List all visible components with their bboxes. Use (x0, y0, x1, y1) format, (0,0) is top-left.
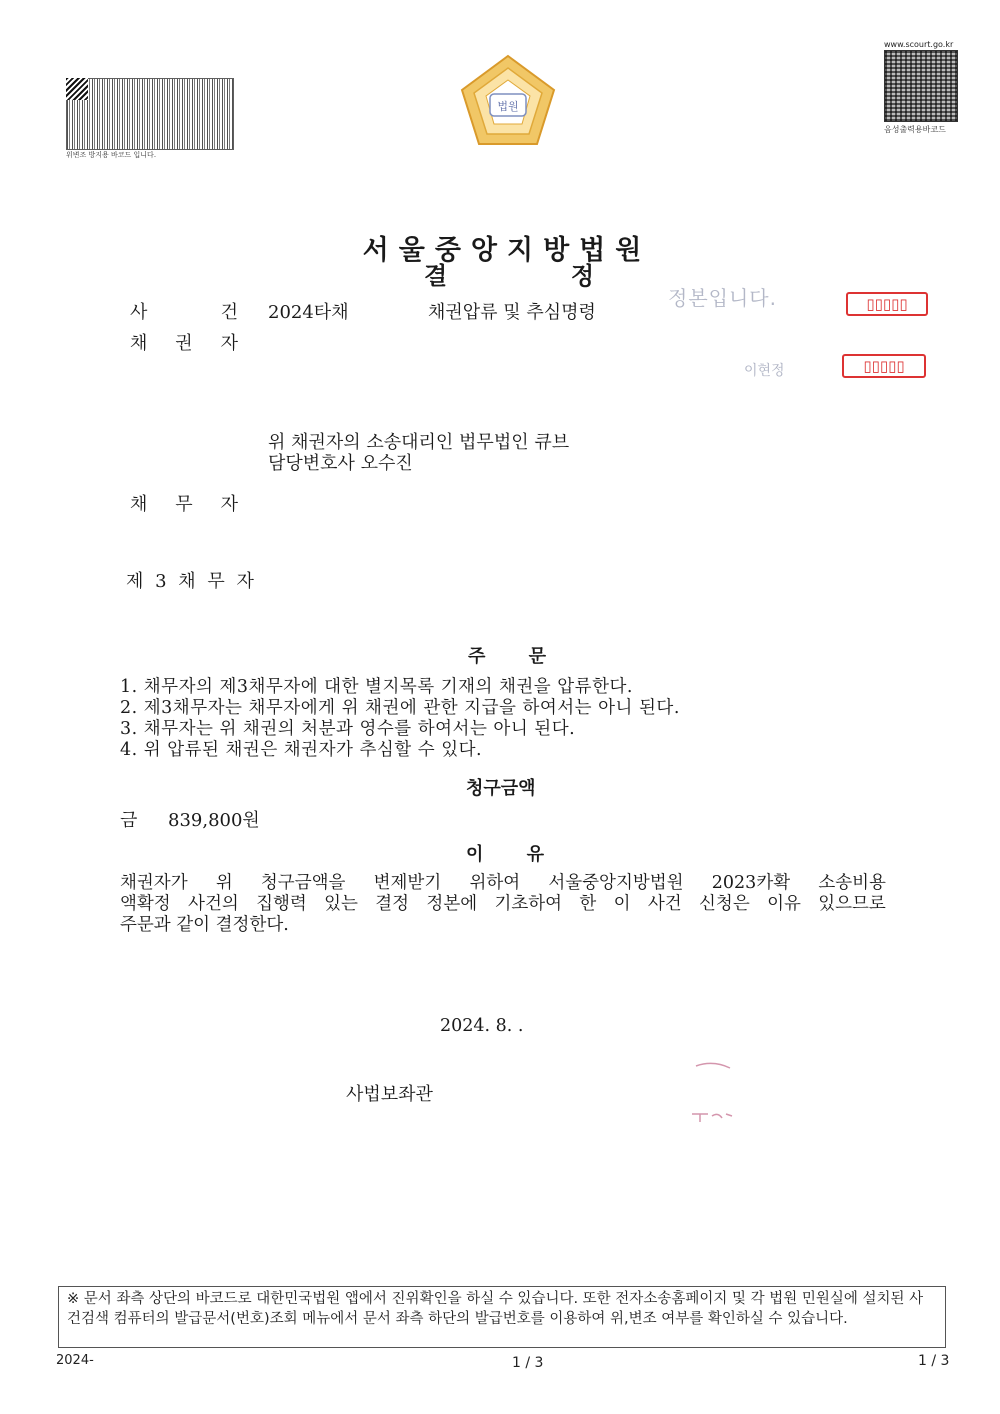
order-heading-char: 주 (468, 646, 486, 667)
creditor-label-char: 권 (175, 333, 193, 354)
reason-word: 집행력 (256, 894, 307, 914)
order-item: 3. 채무자는 위 채권의 처분과 영수를 하여서는 아니 된다. (120, 719, 576, 739)
qr-caption: 음성출력용바코드 (884, 125, 946, 134)
doc-type-char: 정 (570, 262, 594, 290)
reason-word: 사건 (647, 894, 682, 914)
reason-word: 사건의 (188, 894, 239, 914)
certified-copy-stamp: 정본입니다. (668, 286, 777, 310)
reason-word: 결정 (375, 894, 410, 914)
amount-value: 839,800원 (168, 810, 260, 831)
reason-line (120, 873, 886, 894)
reason-word: 있으므로 (818, 894, 886, 914)
judge-signature-mark (688, 1058, 738, 1128)
issue-number: 2024- (56, 1353, 94, 1368)
clerk-seal-stamp: ▯▯▯▯▯ (842, 354, 926, 378)
reason-heading (466, 840, 544, 866)
reason-word: 액확정 (120, 894, 171, 914)
case-label (130, 298, 238, 324)
court-name: 서울중앙지방법원 (362, 235, 652, 266)
reason-word: 정본에 (426, 894, 478, 914)
doc-type-char: 결 (424, 262, 448, 290)
barcode-corner-mark (66, 78, 88, 100)
case-label-char: 건 (220, 302, 238, 323)
reason-word: 위하여 (469, 873, 521, 893)
creditor-attorney: 담당변호사 오수진 (268, 453, 413, 474)
reason-word: 소송비용 (818, 873, 886, 893)
creditor-label (130, 329, 238, 355)
reason-heading-char: 유 (526, 844, 544, 865)
reason-heading-char: 이 (466, 844, 484, 865)
order-heading (468, 642, 546, 668)
reason-word: 한 (579, 894, 597, 914)
court-emblem-icon (460, 54, 556, 148)
reason-word: 청구금액을 (260, 873, 346, 893)
order-heading-char: 문 (528, 646, 546, 667)
debtor-label-char: 채 (130, 494, 148, 515)
third-debtor-label: 제 3 채 무 자 (126, 571, 257, 592)
document-type (424, 256, 594, 291)
order-item: 2. 제3채무자는 채무자에게 위 채권에 관한 지급을 하여서는 아니 된다. (120, 698, 680, 718)
reason-word: 이 (613, 894, 631, 914)
emblem-label: 법원 (497, 100, 519, 113)
judge-title: 사법보좌관 (346, 1084, 433, 1105)
debtor-label (130, 490, 238, 516)
page-number: 1 / 3 (512, 1355, 544, 1371)
clerk-name-stamp: 이현정 (744, 363, 785, 379)
reason-word: 위 (215, 873, 233, 893)
case-number: 2024타채 (268, 302, 349, 323)
voice-output-qr-code (884, 50, 958, 122)
authenticity-notice: ※ 문서 좌측 상단의 바코드로 대한민국법원 앱에서 진위확인을 하실 수 있습니다. 또한 전자소송홈페이지 및 각 법원 민원실에 설치된 사건검색 컴퓨터의 발급문서(번호)조회 메뉴에서 문서 좌측 하단의 발급번호를 이용하여 위,변조 여부를 확인하실 수 있습니다. (58, 1286, 946, 1348)
reason-word: 신청은 (699, 894, 750, 914)
creditor-representative: 위 채권자의 소송대리인 법무법인 큐브 (268, 432, 570, 453)
barcode-caption: 위변조 방지용 바코드 입니다. (66, 151, 157, 159)
reason-word: 이유 (767, 894, 801, 914)
creditor-label-char: 채 (130, 333, 148, 354)
order-item: 1. 채무자의 제3채무자에 대한 별지목록 기재의 채권을 압류한다. (120, 677, 633, 697)
decision-date: 2024. 8. . (440, 1016, 524, 1036)
reason-word: 변제받기 (373, 873, 442, 893)
creditor-label-char: 자 (220, 333, 238, 354)
order-list (120, 677, 680, 761)
case-name: 채권압류 및 추심명령 (428, 302, 596, 323)
qr-url: www.scourt.go.kr (884, 40, 954, 49)
court-seal-stamp: ▯▯▯▯▯ (846, 292, 928, 316)
amount-label: 금 (120, 810, 138, 831)
reason-word: 있는 (324, 894, 358, 914)
reason-line (120, 894, 886, 915)
reason-word: 채권자가 (120, 873, 188, 893)
order-item: 4. 위 압류된 채권은 채권자가 추심할 수 있다. (120, 740, 483, 760)
debtor-label-char: 자 (220, 494, 238, 515)
debtor-label-char: 무 (175, 494, 193, 515)
reason-word: 2023카확 (711, 873, 791, 893)
claim-amount-heading: 청구금액 (466, 778, 536, 799)
reason-word: 기초하여 (494, 894, 563, 914)
anti-forgery-barcode (66, 78, 234, 150)
reason-word: 서울중앙지방법원 (548, 873, 684, 893)
reason-body (120, 873, 886, 936)
case-label-char: 사 (130, 302, 148, 323)
page-number-right: 1 / 3 (918, 1353, 950, 1369)
reason-line: 주문과 같이 결정한다. (120, 915, 289, 935)
